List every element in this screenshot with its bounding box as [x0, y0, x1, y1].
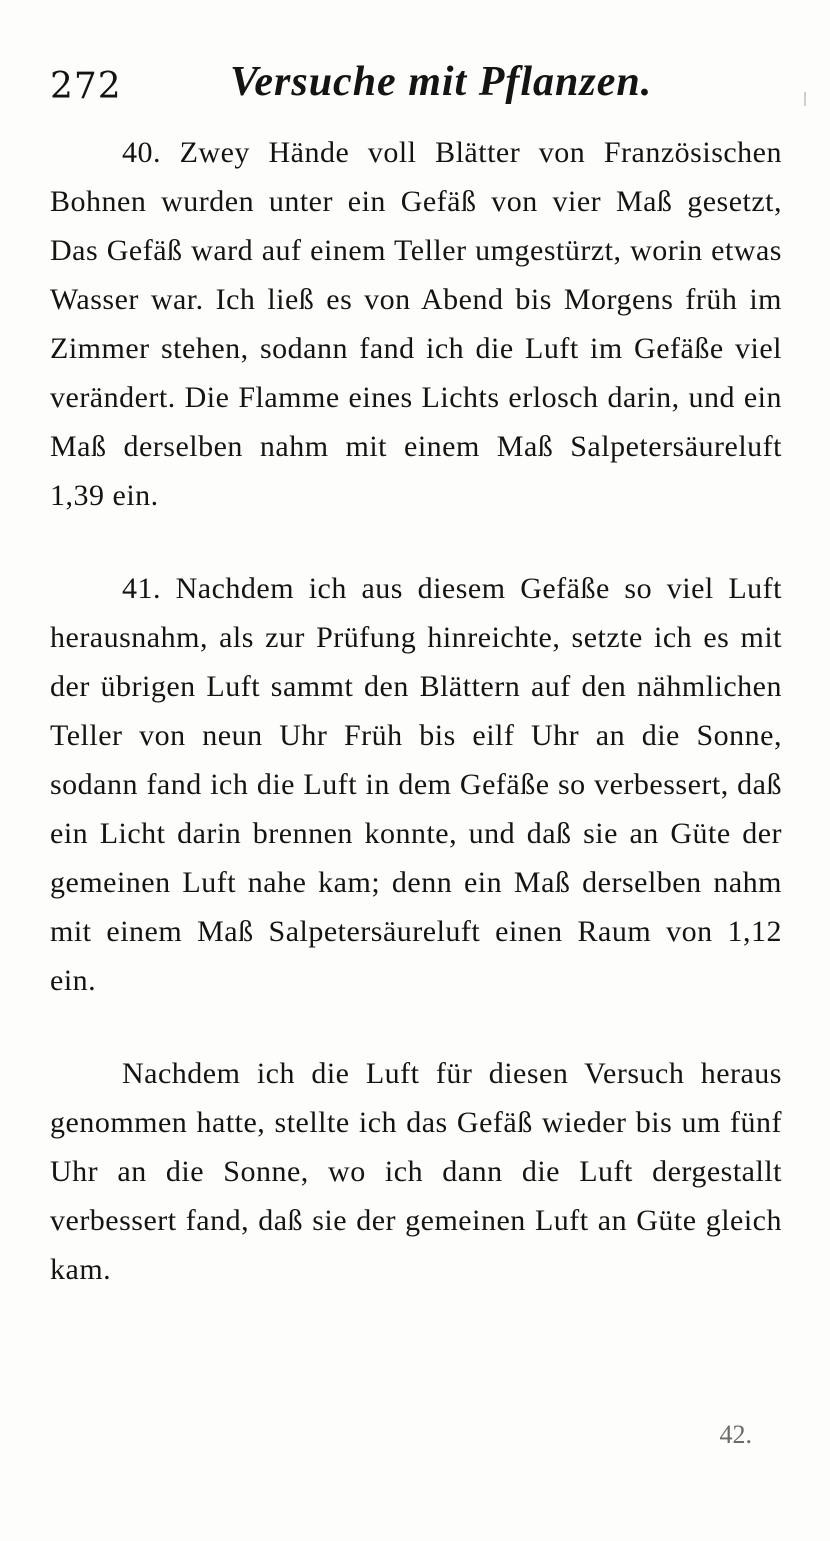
running-title: Versuche mit Pflanzen. — [230, 59, 653, 105]
paper-speck — [804, 92, 806, 106]
catchword: 42. — [719, 1420, 752, 1449]
paragraph-continuation: Nachdem ich die Luft für diesen Versuch heraus genommen hatte, stellte ich das Gefäß wieder bis um fünf Uhr an die Sonne, wo ich dann die Luft dergestallt verbessert fand, daß sie der gemeinen Luft an Güte gleich kam. — [50, 1057, 782, 1286]
body-text — [50, 128, 782, 1294]
paragraph-40: 40. Zwey Hände voll Blätter von Französischen Bohnen wurden unter ein Gefäß von vier Maß gesetzt, Das Gefäß ward auf einem Teller umgestürzt, worin etwas Wasser war. Ich ließ es von Abend bis Morgens früh im Zimmer stehen, sodann fand ich die Luft im Gefäße viel verändert. Die Flamme eines Lichts erlosch darin, und ein Maß derselben nahm mit einem Maß Salpetersäureluft 1,39 ein. — [50, 136, 782, 512]
paragraph-41: 41. Nachdem ich aus diesem Gefäße so viel Luft herausnahm, als zur Prüfung hinreichte, setzte ich es mit der übrigen Luft sammt den Blättern auf den nähmlichen Teller von neun Uhr Früh bis eilf Uhr an die Sonne, sodann fand ich die Luft in dem Gefäße so verbessert, daß ein Licht darin brennen konnte, und daß sie an Güte der gemeinen Luft nahe kam; denn ein Maß derselben nahm mit einem Maß Salpetersäureluft einen Raum von 1,12 ein. — [50, 572, 782, 997]
page-number: 272 — [50, 66, 122, 107]
page-header — [50, 58, 790, 118]
